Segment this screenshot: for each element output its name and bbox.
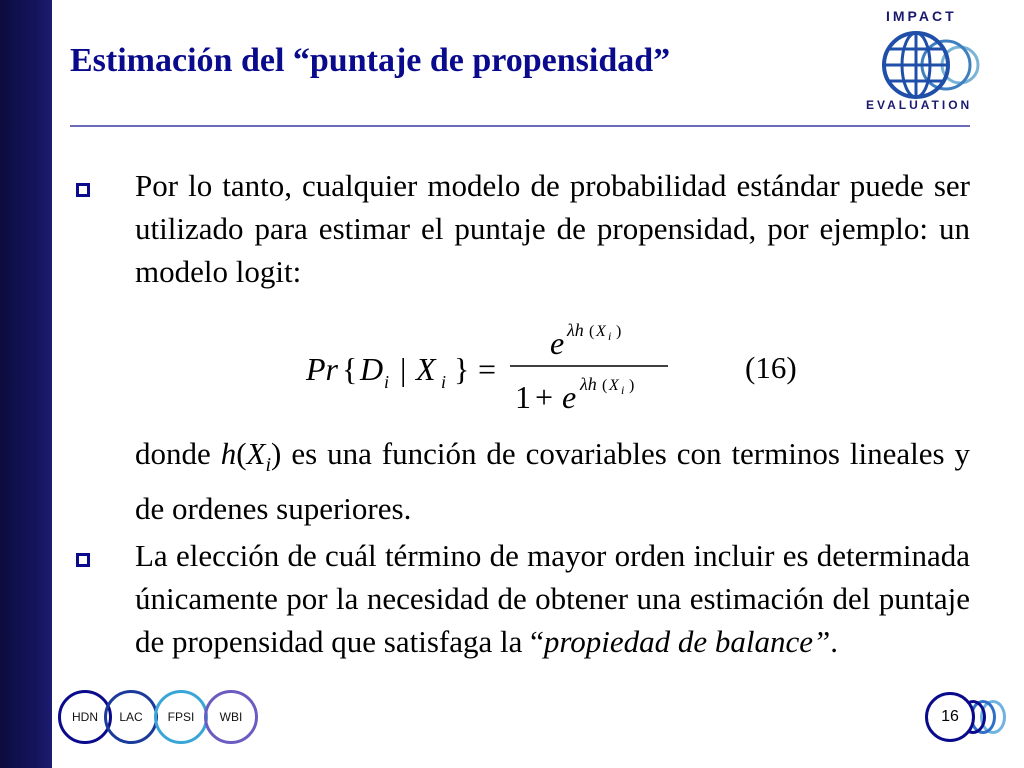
note-text: [135, 432, 970, 530]
svg-text:|: |: [400, 351, 407, 387]
svg-text:i: i: [621, 383, 625, 397]
svg-text:λh: λh: [567, 320, 584, 340]
note-sub: i: [265, 454, 272, 477]
page-number: 16: [925, 692, 975, 742]
title-underline: [70, 125, 970, 127]
svg-text:1: 1: [515, 379, 531, 415]
svg-text:e: e: [550, 325, 565, 361]
svg-text:}: }: [454, 351, 470, 387]
note-open: (: [236, 436, 247, 471]
svg-text:+: +: [535, 379, 554, 415]
equation-number: (16): [745, 350, 797, 385]
note-close: ): [271, 436, 282, 471]
svg-text:(: (: [602, 377, 608, 394]
bullet-square-icon: [76, 183, 90, 197]
svg-text:e: e: [562, 379, 577, 415]
svg-text:i: i: [384, 372, 390, 392]
svg-text:λh: λh: [580, 374, 597, 394]
sidebar-bar: [0, 0, 52, 768]
logo-top-text: IMPACT: [886, 8, 957, 24]
svg-text:i: i: [441, 372, 447, 392]
svg-text:X: X: [596, 323, 606, 340]
logo-wbi: WBI: [204, 690, 258, 744]
svg-text:X: X: [416, 351, 436, 387]
note-rest: es una función de covariables con terminos lineales y de ordenes superiores.: [135, 436, 970, 527]
svg-text:=: =: [478, 351, 497, 387]
svg-text:X: X: [609, 377, 619, 394]
bullet-2-text: [135, 534, 970, 663]
svg-text:(: (: [589, 323, 595, 340]
note-x: X: [246, 436, 266, 471]
bullet-2-italic: propiedad de balance”: [543, 624, 831, 659]
note-h: h: [220, 436, 237, 471]
slide-title: Estimación del “puntaje de propensidad”: [70, 42, 671, 79]
logo-bottom-text: EVALUATION: [866, 98, 973, 112]
logo-fpsi: FPSI: [154, 690, 208, 744]
footer-partner-logos: [58, 690, 278, 750]
svg-text:D: D: [360, 351, 384, 387]
svg-text:): ): [629, 377, 635, 394]
svg-text:{: {: [342, 351, 358, 387]
globe-icon: [884, 33, 978, 97]
svg-text:i: i: [608, 329, 612, 343]
svg-text:): ): [616, 323, 622, 340]
logo-hdn: HDN: [58, 690, 112, 744]
bullet-2-end: .: [830, 624, 839, 659]
svg-text:Pr: Pr: [306, 351, 338, 387]
bullet-1-text: Por lo tanto, cualquier modelo de probabilidad estándar puede ser utilizado para estimar el puntaje de propensidad, por ejemplo: un modelo logit:: [135, 168, 970, 289]
bullet-2-main: La elección de cuál término de mayor orden incluir es determinada únicamente por la necesidad de obtener una estimación del puntaje de propensidad que satisfaga la “: [135, 538, 970, 659]
note-prefix: donde: [135, 436, 221, 471]
logo-lac: LAC: [104, 690, 158, 744]
bullet-square-icon: [76, 553, 90, 567]
